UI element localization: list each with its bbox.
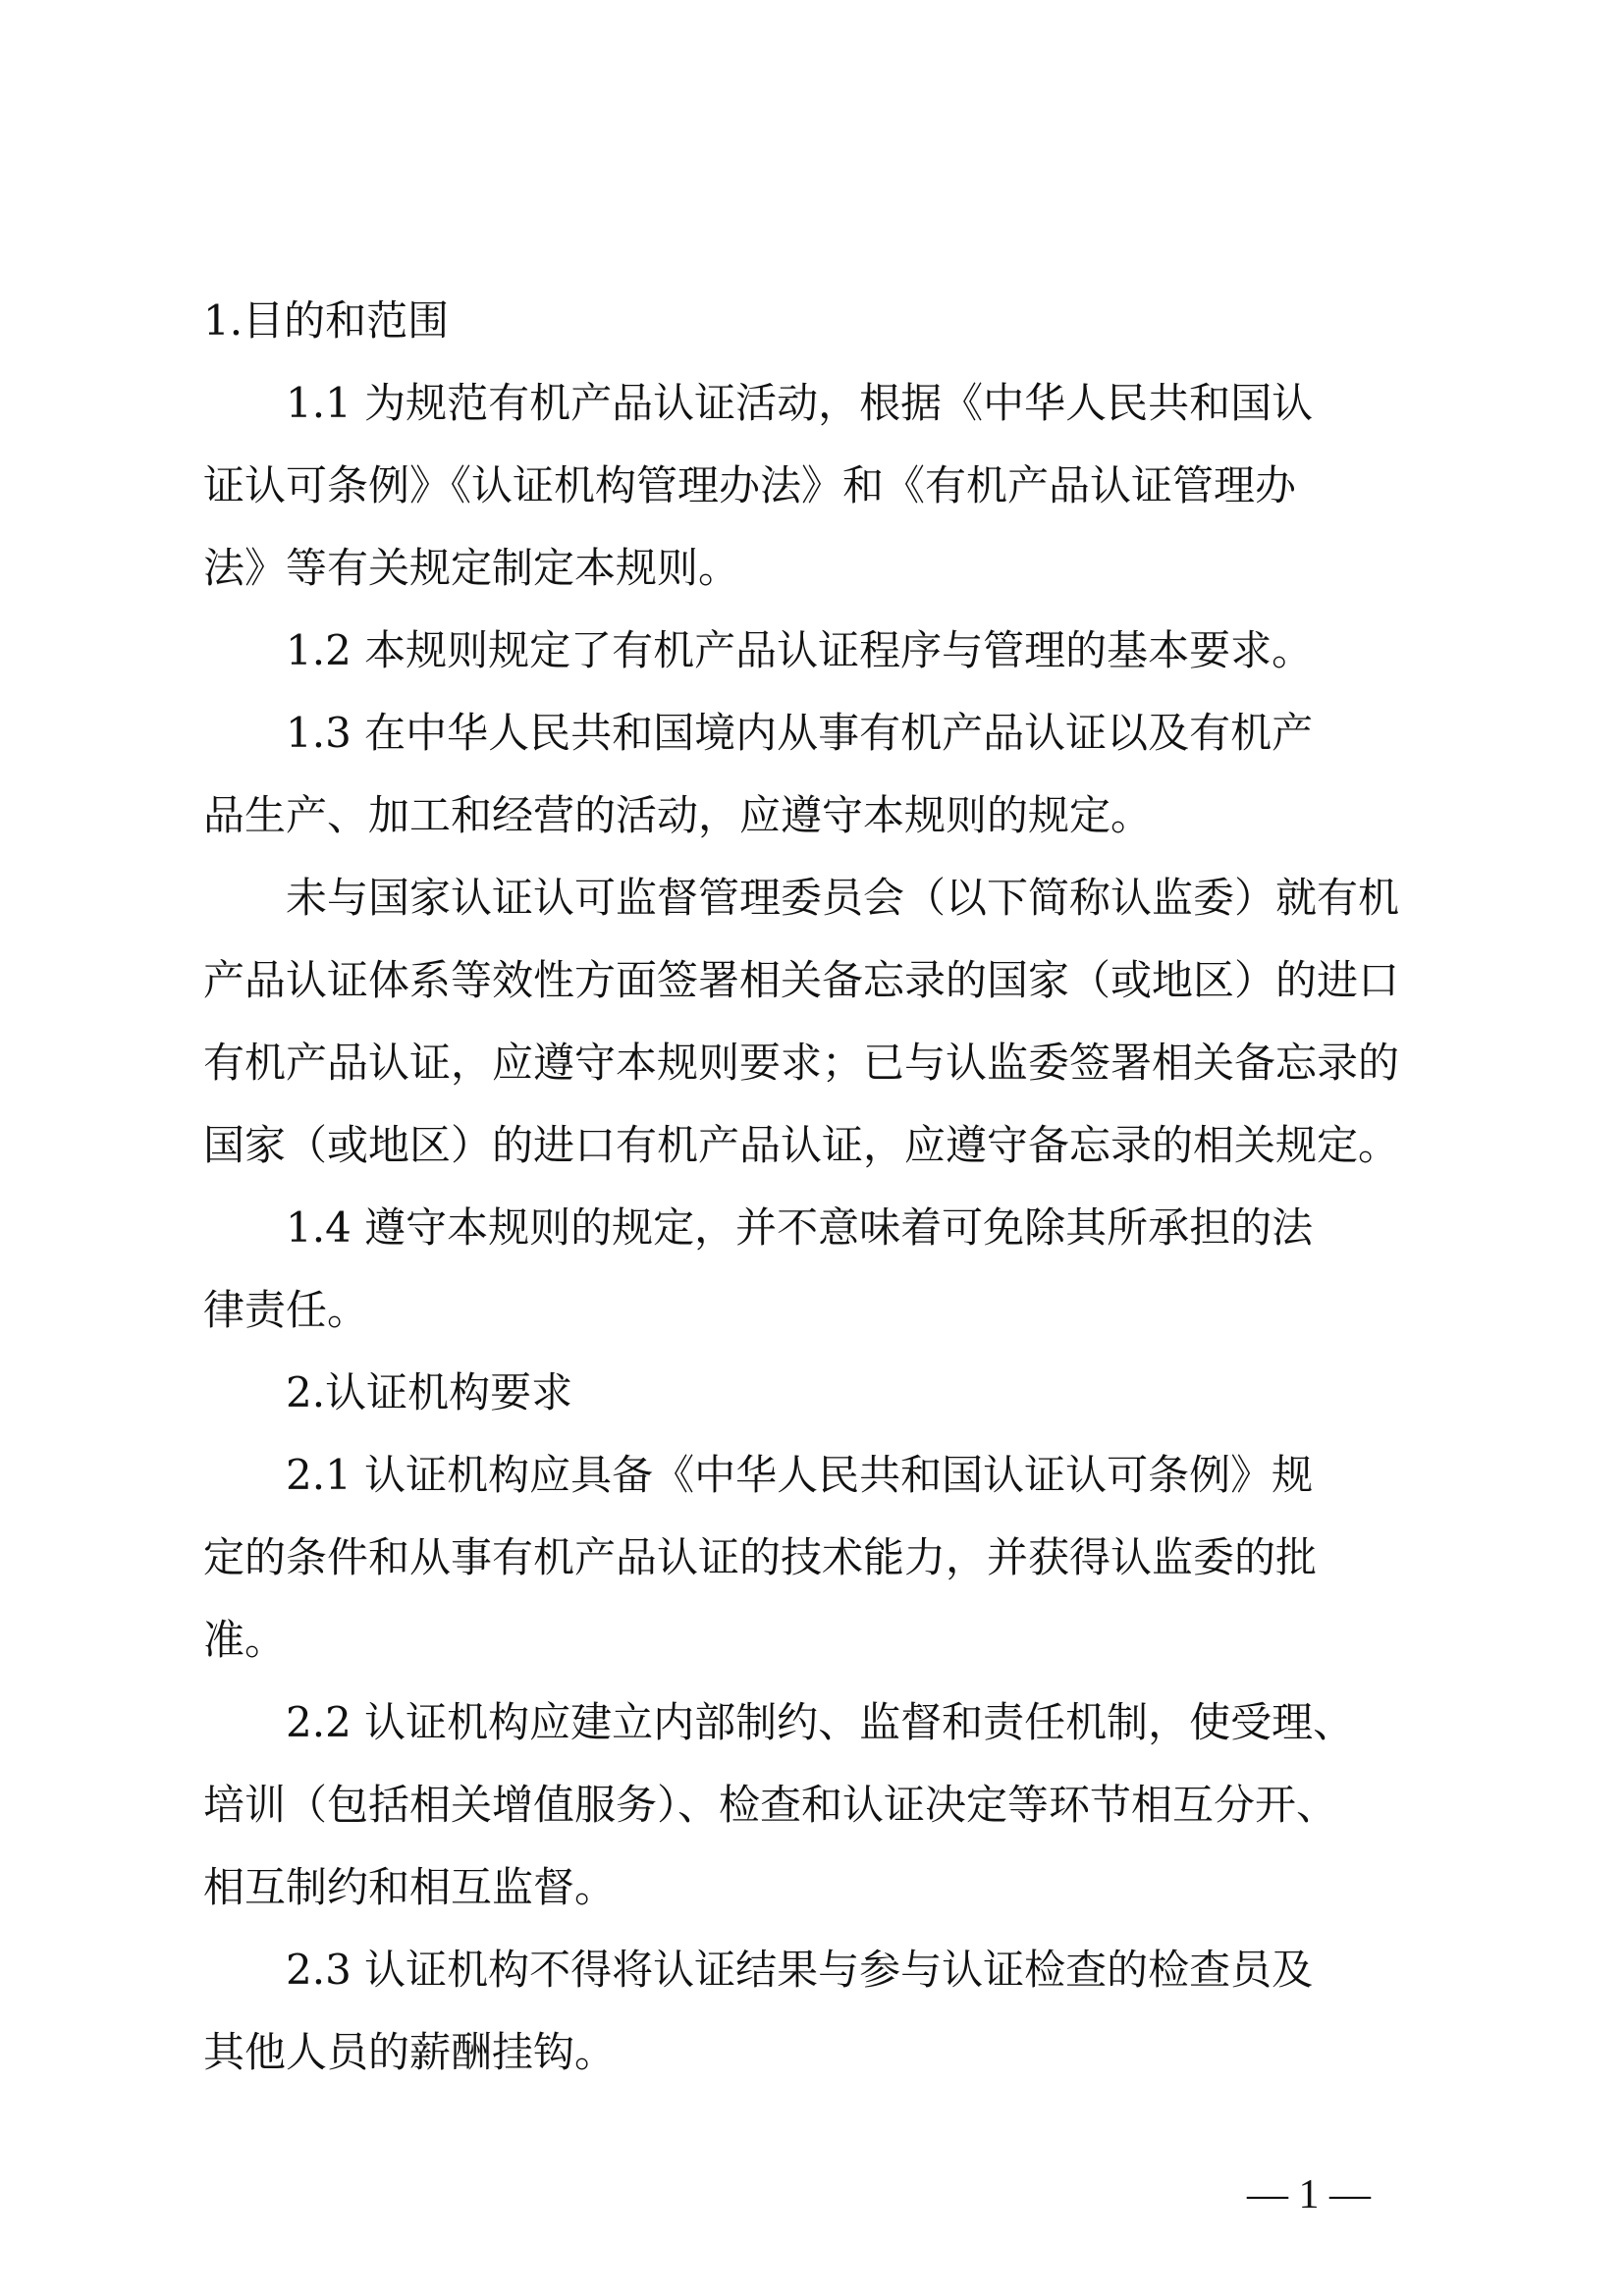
- section-heading: 1.目的和范围: [203, 296, 450, 345]
- paragraph-line: 培训（包括相关增值服务）、检查和认证决定等环节相互分开、: [203, 1781, 1338, 1829]
- paragraph-line: 有机产品认证，应遵守本规则要求；已与认监委签署相关备忘录的: [203, 1039, 1400, 1087]
- paragraph-line: 2.1 认证机构应具备《中华人民共和国认证认可条例》规: [286, 1451, 1314, 1499]
- paragraph-line: 准。: [203, 1616, 287, 1664]
- paragraph-line: 2.2 认证机构应建立内部制约、监督和责任机制，使受理、: [286, 1698, 1355, 1746]
- paragraph-line: 国家（或地区）的进口有机产品认证，应遵守备忘录的相关规定。: [203, 1121, 1400, 1169]
- paragraph-line: 其他人员的薪酬挂钩。: [203, 2028, 617, 2076]
- section-heading: 2.认证机构要求: [286, 1368, 573, 1416]
- paragraph-line: 1.3 在中华人民共和国境内从事有机产品认证以及有机产: [286, 709, 1314, 757]
- paragraph-line: 证认可条例》《认证机构管理办法》和《有机产品认证管理办: [203, 461, 1297, 509]
- paragraph-line: 未与国家认证认可监督管理委员会（以下简称认监委）就有机: [286, 874, 1400, 922]
- paragraph-line: 1.2 本规则规定了有机产品认证程序与管理的基本要求。: [286, 626, 1314, 674]
- paragraph-line: 相互制约和相互监督。: [203, 1863, 617, 1911]
- paragraph-line: 品生产、加工和经营的活动，应遵守本规则的规定。: [203, 791, 1153, 839]
- paragraph-line: 1.1 为规范有机产品认证活动，根据《中华人民共和国认: [286, 379, 1314, 427]
- paragraph-line: 2.3 认证机构不得将认证结果与参与认证检查的检查员及: [286, 1946, 1314, 1994]
- paragraph-line: 1.4 遵守本规则的规定，并不意味着可免除其所承担的法: [286, 1203, 1314, 1252]
- paragraph-line: 产品认证体系等效性方面签署相关备忘录的国家（或地区）的进口: [203, 956, 1400, 1004]
- paragraph-line: 律责任。: [203, 1286, 369, 1334]
- page-number: — 1 —: [1247, 2172, 1371, 2217]
- paragraph-line: 定的条件和从事有机产品认证的技术能力，并获得认监委的批: [203, 1533, 1318, 1581]
- paragraph-line: 法》等有关规定制定本规则。: [203, 544, 740, 592]
